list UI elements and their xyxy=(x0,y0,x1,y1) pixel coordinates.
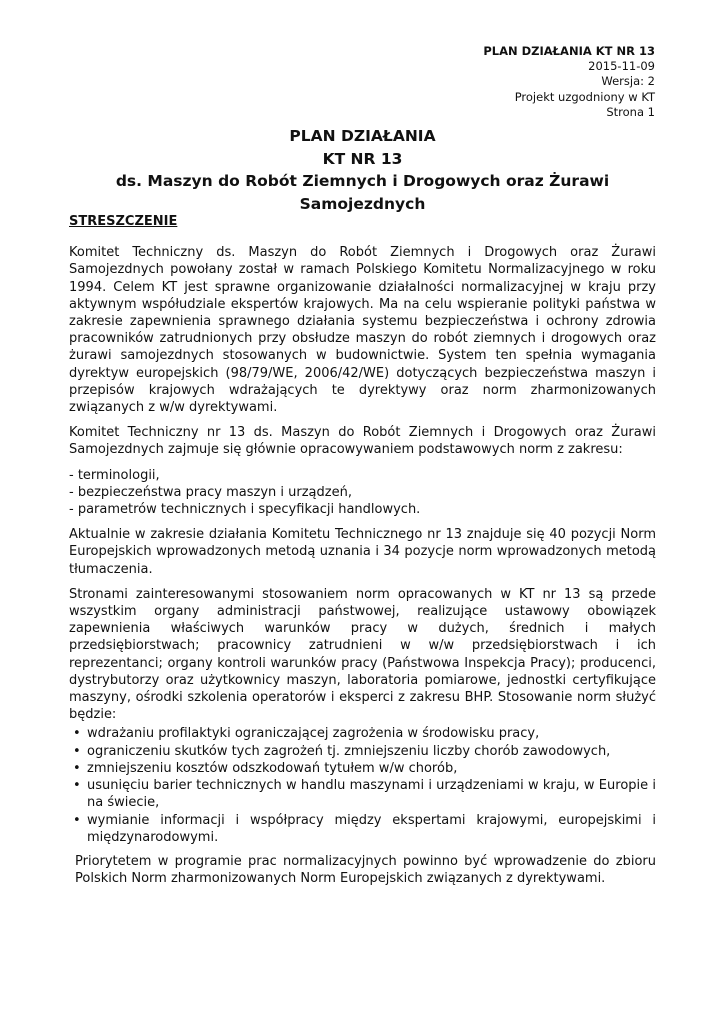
section-heading: STRESZCZENIE xyxy=(69,214,178,229)
list-item: - bezpieczeństwa pracy maszyn i urządzeń, xyxy=(69,484,352,500)
document-title xyxy=(0,125,725,215)
list-item: - parametrów technicznych i specyfikacji handlowych. xyxy=(69,502,421,518)
title-line-1: PLAN DZIAŁANIA xyxy=(289,127,436,145)
paragraph-intro: Komitet Techniczny ds. Maszyn do Robót Ziemnych i Drogowych oraz Żurawi Samojezdnych powołany został w ramach Polskiego Komitetu Normalizacyjnego w roku 1994. Celem KT jest sprawne organizowanie działalności normalizacyjnej w kraju przy aktywnym współudziale ekspertów krajowych. Ma na celu wspieranie polityki państwa w zakresie zapewnienia sprawnego działania systemu bezpieczeństwa i ochrony zdrowia pracowników zatrudnionych przy obsłudze maszyn do robót ziemnych i drogowych oraz żurawi samojezdnych stosowanych w budownictwie. System ten spełnia wymagania dyrektyw europejskich (98/79/WE, 2006/42/WE) dotyczących bezpieczeństwa maszyn i przepisów krajowych wdrażających te dyrektywy oraz norm zharmonizowanych związanych z w/w dyrektywami. xyxy=(69,245,656,416)
document-header xyxy=(483,44,655,120)
list-item: • ograniczeniu skutków tych zagrożeń tj. zmniejszeniu liczby chorób zawodowych, xyxy=(87,743,656,760)
paragraph-scope: Komitet Techniczny nr 13 ds. Maszyn do Robót Ziemnych i Drogowych oraz Żurawi Samojezdnych zajmuje się głównie opracowywaniem podstawowych norm z zakresu: xyxy=(69,425,656,458)
paragraph-stakeholders: Stronami zainteresowanymi stosowaniem norm opracowanych w KT nr 13 są przede wszystkim organy administracji państwowej, realizujące ustawowy obowiązek zapewnienia właściwych warunków pracy w dużych, średnich i małych przedsiębiorstwach; pracownicy zatrudnieni w w/w przedsiębiorstwach i ich reprezentanci; organy kontroli warunków pracy (Państwowa Inspekcja Pracy); producenci, dystrybutorzy oraz użytkownicy maszyn, laboratoria pomiarowe, jednostki certyfikujące maszyny, ośrodki szkolenia operatorów i eksperci z zakresu BHP. Stosowanie norm służyć będzie: xyxy=(69,586,656,723)
benefits-list xyxy=(69,725,656,845)
header-page-number: Strona 1 xyxy=(606,104,655,119)
header-version: Wersja: 2 xyxy=(601,74,655,89)
document-body xyxy=(69,213,656,895)
list-item: • wdrażaniu profilaktyki ograniczającej zagrożenia w środowisku pracy, xyxy=(87,725,656,742)
list-item: - terminologii, xyxy=(69,467,160,483)
paragraph-current-status: Aktualnie w zakresie działania Komitetu Technicznego nr 13 znajduje się 40 pozycji Norm Europejskich wprowadzonych metodą uznania i 34 pozycje norm wprowadzonych metodą tłumaczenia. xyxy=(69,527,656,577)
header-doc-label: PLAN DZIAŁANIA KT NR 13 xyxy=(483,44,655,58)
scope-list xyxy=(69,467,656,519)
title-line-4: Samojezdnych xyxy=(299,194,426,213)
list-item: • wymianie informacji i współpracy między ekspertami krajowymi, europejskimi i międzynarodowymi. xyxy=(87,812,656,846)
list-item: • zmniejszeniu kosztów odszkodowań tytułem w/w chorób, xyxy=(87,760,656,777)
header-status: Projekt uzgodniony w KT xyxy=(514,89,655,104)
title-line-3: ds. Maszyn do Robót Ziemnych i Drogowych oraz Żurawi xyxy=(115,172,610,190)
title-line-2: KT NR 13 xyxy=(322,149,403,168)
header-date: 2015-11-09 xyxy=(588,59,655,74)
paragraph-priority: Priorytetem w programie prac normalizacyjnych powinno być wprowadzenie do zbioru Polskich Norm zharmonizowanych Norm Europejskich związanych z dyrektywami. xyxy=(75,853,656,887)
list-item: • usunięciu barier technicznych w handlu maszynami i urządzeniami w kraju, w Europie i na świecie, xyxy=(87,777,656,811)
